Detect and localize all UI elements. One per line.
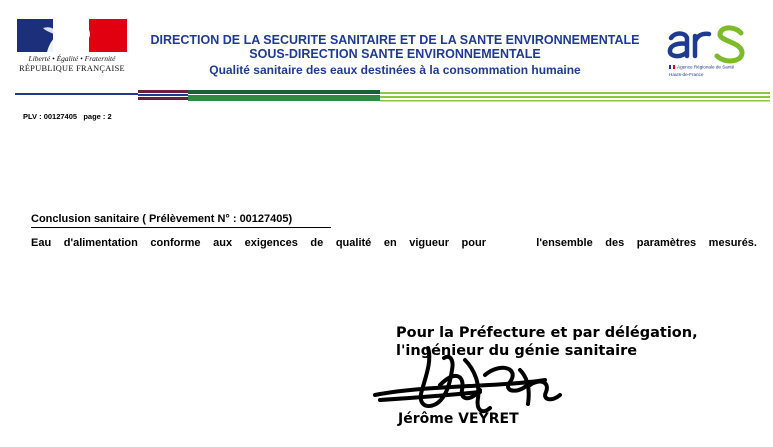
signature-delegation-line: Pour la Préfecture et par délégation, — [396, 325, 698, 341]
header-sub-direction: SOUS-DIRECTION SANTE ENVIRONNEMENTALE — [249, 47, 541, 61]
republique-francaise-logo — [15, 19, 129, 77]
ars-wordmark-icon — [670, 28, 742, 61]
page-reference: PLV : 00127405 page : 2 — [23, 112, 112, 121]
conclusion-text: Eau d'alimentation conforme aux exigences de qualité en vigueur pour l'ensemble des paramètres mesurés. — [31, 237, 757, 249]
marianne-profile-icon — [35, 20, 105, 52]
ars-agency-label: Agence Régionale de Santé — [677, 64, 735, 70]
conclusion-heading: Conclusion sanitaire ( Prélèvement N° : 00127405) — [31, 213, 331, 228]
republic-motto: Liberté • Égalité • Fraternité — [28, 54, 116, 63]
handwritten-signature — [370, 340, 590, 447]
signatory-name: Jérôme VEYRET — [398, 411, 519, 427]
header-color-band — [15, 89, 770, 102]
ars-region-label: Hauts-de-France — [669, 72, 704, 77]
signature-title-line: l'ingénieur du génie sanitaire — [396, 343, 638, 359]
header-subject: Qualité sanitaire des eaux destinées à la consommation humaine — [209, 63, 581, 77]
republic-name: RÉPUBLIQUE FRANÇAISE — [19, 64, 125, 73]
header-direction: DIRECTION DE LA SECURITE SANITAIRE ET DE LA SANTE ENVIRONNEMENTALE — [150, 33, 640, 47]
ars-logo — [665, 24, 755, 84]
